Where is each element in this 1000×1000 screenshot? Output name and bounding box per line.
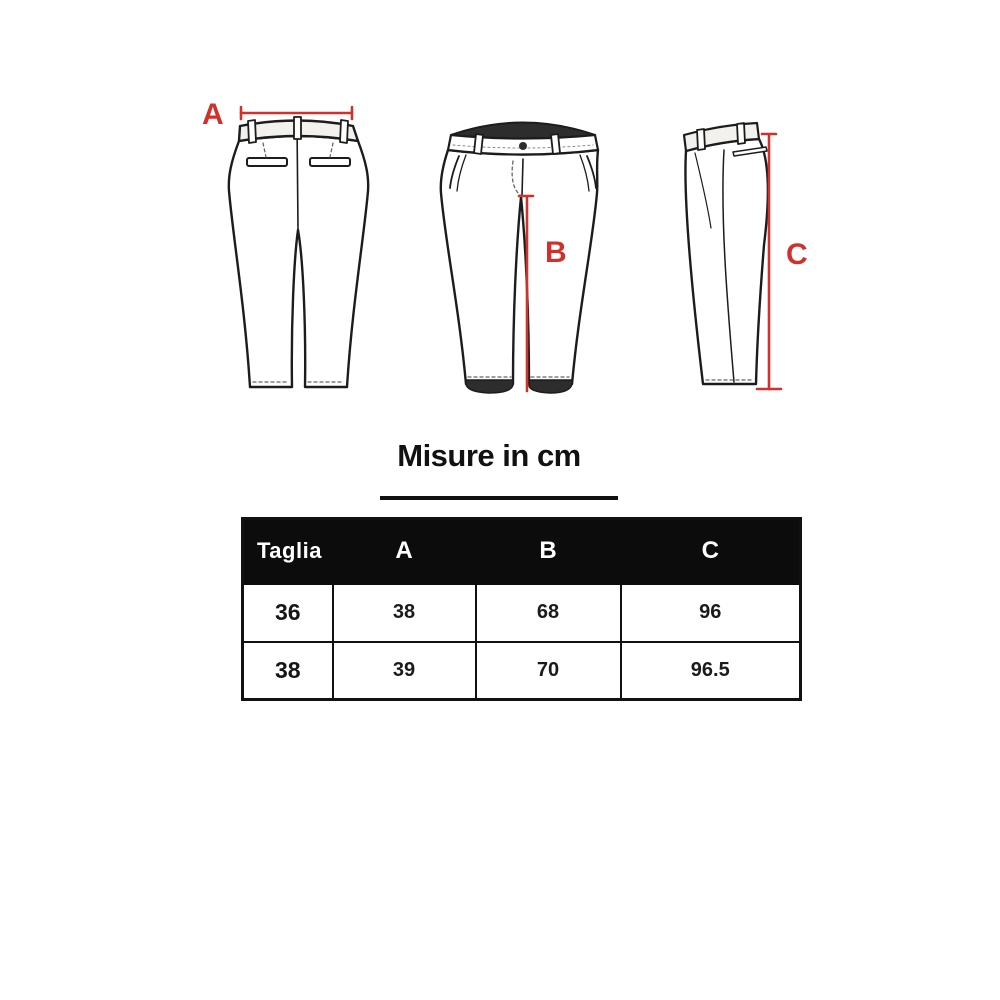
measure-label-b: B	[545, 236, 567, 269]
cell-38-c: 96.5	[621, 642, 801, 700]
cell-size-38: 38	[243, 642, 333, 700]
pants-front-view-icon	[441, 123, 598, 394]
header-b: B	[476, 519, 621, 584]
measure-label-a: A	[202, 98, 224, 131]
size-row-36	[243, 584, 801, 642]
cell-38-a: 39	[333, 642, 476, 700]
page-title: Misure in cm	[397, 438, 581, 473]
header-c: C	[621, 519, 801, 584]
cell-36-a: 38	[333, 584, 476, 642]
header-taglia: Taglia	[243, 519, 333, 584]
pants-drawings	[0, 0, 1000, 430]
cell-size-36: 36	[243, 584, 333, 642]
measure-label-c: C	[786, 238, 808, 271]
cell-38-b: 70	[476, 642, 621, 700]
cell-36-b: 68	[476, 584, 621, 642]
title-underline	[380, 496, 618, 500]
pants-side-view-icon	[684, 123, 768, 384]
size-table-header-row	[243, 519, 801, 584]
size-row-38	[243, 642, 801, 700]
size-table	[241, 517, 802, 701]
pants-back-view-icon	[229, 117, 368, 387]
cell-36-c: 96	[621, 584, 801, 642]
header-a: A	[333, 519, 476, 584]
